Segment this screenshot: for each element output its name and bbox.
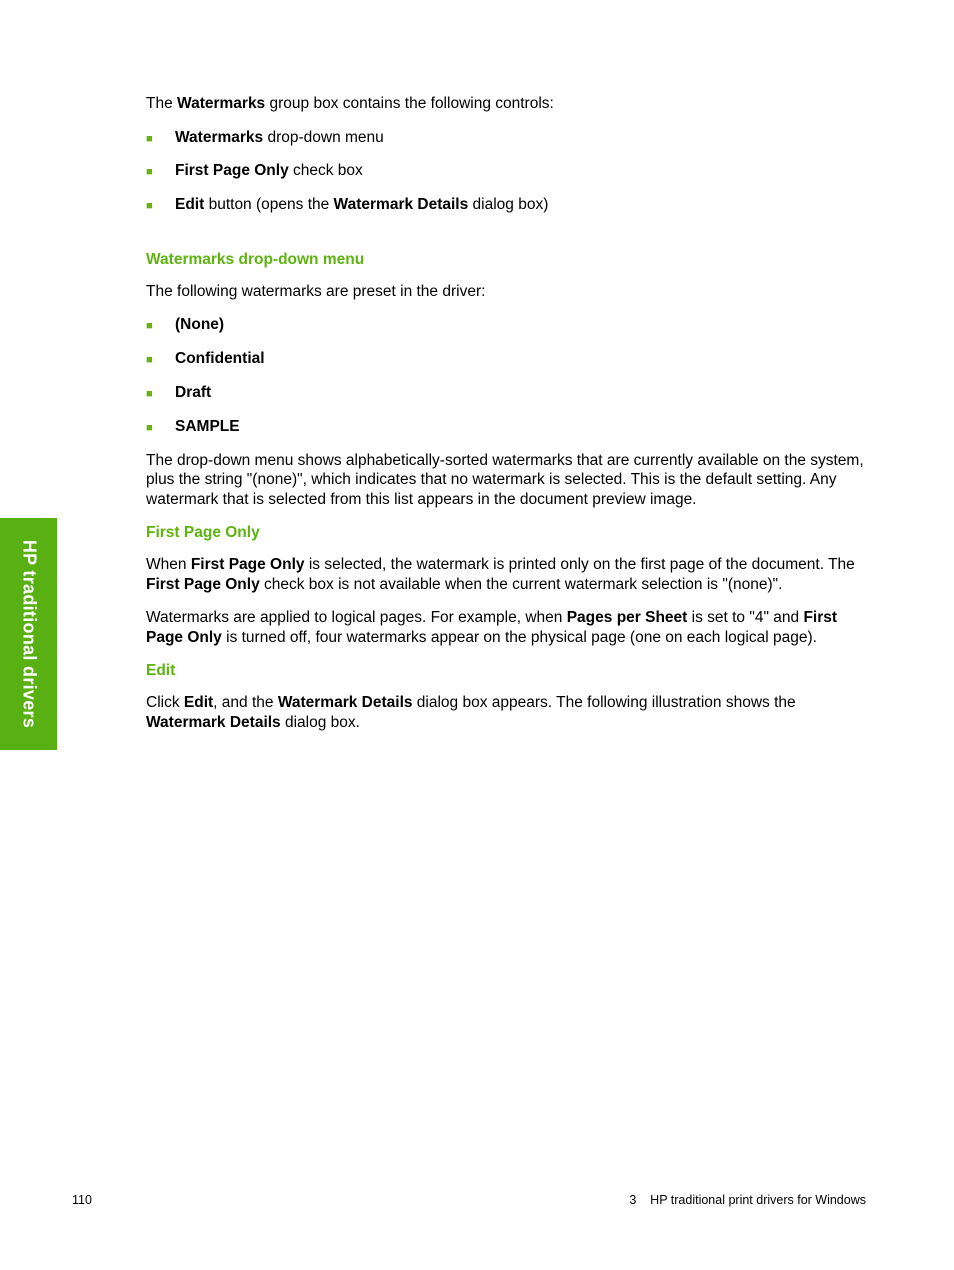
bullet-square-icon: ■ bbox=[146, 421, 153, 434]
list-item: ■ Edit button (opens the Watermark Details dialog box) bbox=[146, 195, 866, 215]
page-content bbox=[146, 94, 866, 746]
bullet-square-icon: ■ bbox=[146, 387, 153, 400]
bullet-square-icon: ■ bbox=[146, 200, 153, 213]
section1-body: The drop-down menu shows alphabetically-sorted watermarks that are currently available on the system, plus the string "(none)", which indicates that no watermark is selected. This is the default setting. Any watermark that is selected from this list appears in the document preview image. bbox=[146, 451, 864, 508]
section-heading-watermarks: Watermarks drop-down menu bbox=[146, 250, 365, 268]
list-item: ■ Draft bbox=[146, 383, 866, 403]
section2-paragraph-1: When First Page Only is selected, the watermark is printed only on the first page of the document. The First Page Only check box is not available when the current watermark selection is "(none)". bbox=[146, 556, 855, 593]
bullet-square-icon: ■ bbox=[146, 354, 153, 367]
list-item: ■ Confidential bbox=[146, 349, 866, 369]
intro-paragraph: The Watermarks group box contains the following controls: bbox=[146, 95, 554, 112]
page-number: 110 bbox=[72, 1193, 92, 1207]
list-item: ■ Watermarks drop-down menu bbox=[146, 128, 866, 148]
list-item: ■ SAMPLE bbox=[146, 417, 866, 437]
list-item: ■ First Page Only check box bbox=[146, 161, 866, 181]
section-heading-first-page-only: First Page Only bbox=[146, 524, 260, 542]
side-chapter-tab bbox=[0, 518, 57, 750]
bullet-square-icon: ■ bbox=[146, 132, 153, 145]
section2-paragraph-2: Watermarks are applied to logical pages. For example, when Pages per Sheet is set to "4" and First Page Only is turned off, four watermarks appear on the physical page (one on each logical page). bbox=[146, 609, 838, 646]
side-tab-label: HP traditional drivers bbox=[19, 539, 40, 729]
footer-chapter-title: 3 HP traditional print drivers for Windows bbox=[629, 1193, 866, 1207]
bullet-square-icon: ■ bbox=[146, 320, 153, 333]
section3-paragraph-1: Click Edit, and the Watermark Details dialog box appears. The following illustration shows the Watermark Details dialog box. bbox=[146, 694, 796, 731]
list-item: ■ (None) bbox=[146, 315, 866, 335]
bullet-square-icon: ■ bbox=[146, 166, 153, 179]
section1-lead: The following watermarks are preset in the driver: bbox=[146, 282, 486, 300]
section-heading-edit: Edit bbox=[146, 662, 176, 680]
